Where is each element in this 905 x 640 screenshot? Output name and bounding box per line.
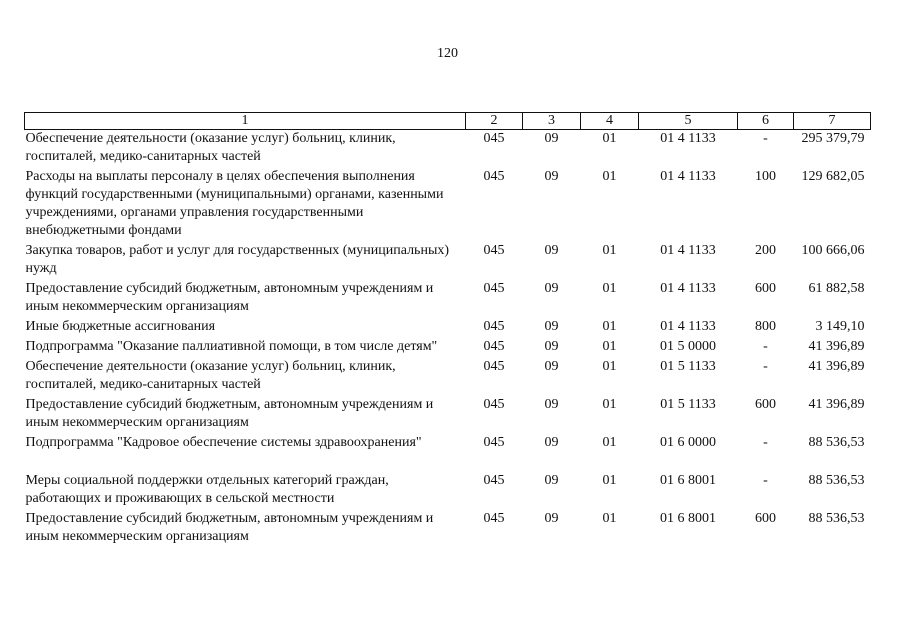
row-amount: 295 379,79	[801, 131, 865, 146]
row-expense-type: 600	[755, 397, 776, 412]
row-expense-type: 100	[755, 169, 776, 184]
row-name: Предоставление субсидий бюджетным, автономным учреждениям и иным некоммерческим организациям	[25, 397, 434, 430]
row-amount: 129 682,05	[801, 169, 865, 184]
table-row	[25, 318, 871, 338]
row-target-article: 01 4 1133	[660, 169, 716, 184]
row-subsection: 01	[602, 339, 617, 354]
row-name: Закупка товаров, работ и услуг для государственных (муниципальных) нужд	[25, 243, 450, 276]
row-target-article: 01 6 0000	[660, 435, 716, 450]
row-section: 09	[544, 281, 559, 296]
row-target-article: 01 6 8001	[660, 511, 716, 526]
row-name: Предоставление субсидий бюджетным, автономным учреждениям и иным некоммерческим организациям	[25, 511, 434, 544]
row-amount: 41 396,89	[808, 359, 865, 374]
row-code: 045	[483, 359, 505, 374]
row-name: Меры социальной поддержки отдельных категорий граждан, работающих и проживающих в сельской местности	[25, 473, 389, 506]
column-header-3: 3	[523, 113, 581, 130]
row-amount: 88 536,53	[808, 511, 865, 526]
table-row	[25, 338, 871, 358]
row-code: 045	[483, 473, 505, 488]
column-header-7: 7	[794, 113, 871, 130]
row-section: 09	[544, 473, 559, 488]
row-amount: 61 882,58	[808, 281, 865, 296]
table-row	[25, 472, 871, 510]
table-row	[25, 358, 871, 396]
row-code: 045	[483, 435, 505, 450]
row-target-article: 01 4 1133	[660, 319, 716, 334]
row-expense-type: 600	[755, 281, 776, 296]
row-amount: 88 536,53	[808, 435, 865, 450]
row-expense-type: -	[763, 435, 768, 450]
row-code: 045	[483, 169, 505, 184]
row-target-article: 01 4 1133	[660, 243, 716, 258]
table-row	[25, 396, 871, 434]
page-number: 120	[437, 46, 458, 61]
row-name: Иные бюджетные ассигнования	[25, 319, 216, 334]
row-expense-type: -	[763, 131, 768, 146]
row-target-article: 01 5 1133	[660, 359, 716, 374]
row-section: 09	[544, 243, 559, 258]
row-amount: 3 149,10	[815, 319, 865, 334]
budget-table	[24, 112, 871, 548]
row-amount: 41 396,89	[808, 397, 865, 412]
row-subsection: 01	[602, 131, 617, 146]
column-header-6: 6	[738, 113, 794, 130]
column-header-2: 2	[466, 113, 523, 130]
row-section: 09	[544, 319, 559, 334]
row-section: 09	[544, 169, 559, 184]
row-name: Подпрограмма "Оказание паллиативной помощи, в том числе детям"	[25, 339, 438, 354]
row-target-article: 01 6 8001	[660, 473, 716, 488]
column-header-1: 1	[25, 113, 466, 130]
row-section: 09	[544, 397, 559, 412]
row-name: Обеспечение деятельности (оказание услуг) больниц, клиник, госпиталей, медико-санитарных частей	[25, 131, 396, 164]
row-code: 045	[483, 397, 505, 412]
row-section: 09	[544, 339, 559, 354]
row-section: 09	[544, 131, 559, 146]
row-name: Расходы на выплаты персоналу в целях обеспечения выполнения функций государственными (муниципальными) органами, казенными учреждениями, органами управления государственными внебюджетными фондами	[25, 169, 444, 238]
row-expense-type: 600	[755, 511, 776, 526]
row-subsection: 01	[602, 169, 617, 184]
row-expense-type: -	[763, 473, 768, 488]
row-code: 045	[483, 243, 505, 258]
row-expense-type: -	[763, 339, 768, 354]
table-row	[25, 168, 871, 242]
row-section: 09	[544, 511, 559, 526]
table-row	[25, 242, 871, 280]
row-name: Подпрограмма "Кадровое обеспечение системы здравоохранения"	[25, 435, 422, 450]
row-subsection: 01	[602, 511, 617, 526]
row-amount: 100 666,06	[801, 243, 865, 258]
row-section: 09	[544, 359, 559, 374]
table-row	[25, 510, 871, 548]
row-expense-type: -	[763, 359, 768, 374]
row-section: 09	[544, 435, 559, 450]
row-name: Предоставление субсидий бюджетным, автономным учреждениям и иным некоммерческим организациям	[25, 281, 434, 314]
row-amount: 41 396,89	[808, 339, 865, 354]
row-subsection: 01	[602, 281, 617, 296]
row-subsection: 01	[602, 435, 617, 450]
row-code: 045	[483, 131, 505, 146]
row-code: 045	[483, 339, 505, 354]
row-code: 045	[483, 281, 505, 296]
table-row	[25, 280, 871, 318]
column-header-4: 4	[581, 113, 639, 130]
row-code: 045	[483, 511, 505, 526]
row-subsection: 01	[602, 243, 617, 258]
row-target-article: 01 5 1133	[660, 397, 716, 412]
row-expense-type: 200	[755, 243, 776, 258]
table-row	[25, 434, 871, 472]
row-target-article: 01 5 0000	[660, 339, 716, 354]
row-expense-type: 800	[755, 319, 776, 334]
row-subsection: 01	[602, 397, 617, 412]
row-code: 045	[483, 319, 505, 334]
row-target-article: 01 4 1133	[660, 281, 716, 296]
column-header-5: 5	[639, 113, 738, 130]
header-row	[25, 113, 871, 130]
row-subsection: 01	[602, 473, 617, 488]
row-name: Обеспечение деятельности (оказание услуг) больниц, клиник, госпиталей, медико-санитарных частей	[25, 359, 396, 392]
row-amount: 88 536,53	[808, 473, 865, 488]
row-target-article: 01 4 1133	[660, 131, 716, 146]
row-subsection: 01	[602, 359, 617, 374]
table-row	[25, 130, 871, 169]
row-subsection: 01	[602, 319, 617, 334]
